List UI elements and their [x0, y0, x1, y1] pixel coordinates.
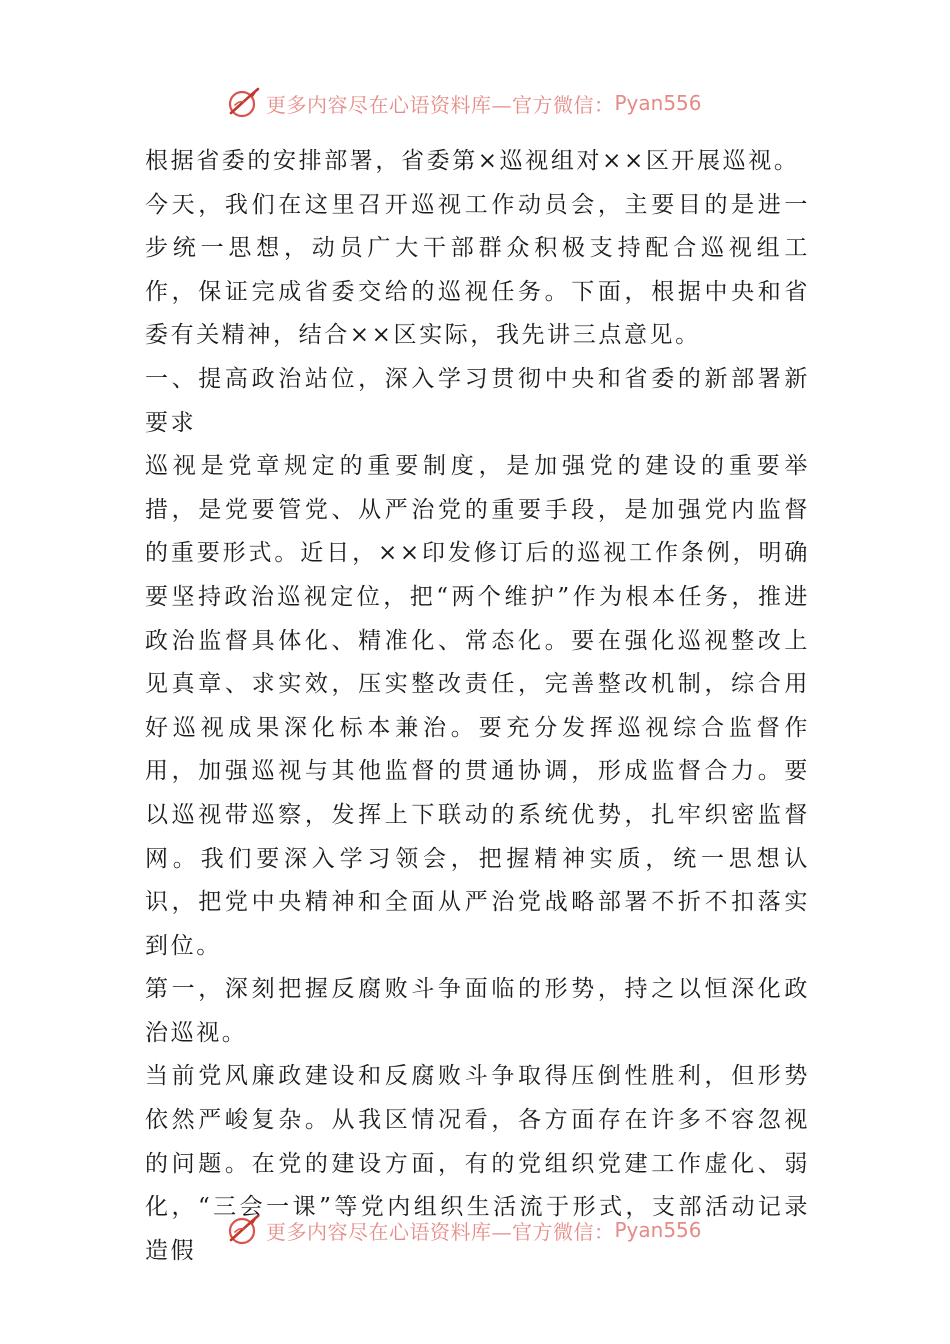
- pen-logo-icon: [226, 1212, 262, 1248]
- subheading-first: 第一，深刻把握反腐败斗争面临的形势，持之以恒深化政治巡视。: [145, 976, 810, 1046]
- section-heading-one: 一、提高政治站位，深入学习贯彻中央和省委的新部署新要求: [145, 365, 810, 436]
- watermark-account: Pyan556: [614, 91, 702, 115]
- watermark-account: Pyan556: [614, 1218, 702, 1242]
- paragraph-situation: 当前党风廉政建设和反腐败斗争取得压倒性胜利，但形势依然严峻复杂。从我区情况看，各方面存在许多不容忽视的问题。在党的建设方面，有的党组织党建工作虚化、弱化，“三会一课”等党内组织生活流于形式，支部活动记录造假: [145, 1063, 810, 1264]
- watermark-text: 更多内容尽在心语资料库—官方微信：: [266, 92, 615, 117]
- header-watermark: [226, 83, 702, 123]
- paragraph-inspection-system: 巡视是党章规定的重要制度，是加强党的建设的重要举措，是党要管党、从严治党的重要手段，是加强党内监督的重要形式。近日，××印发修订后的巡视工作条例，明确要坚持政治巡视定位，把“两个维护”作为根本任务，推进政治监督具体化、精准化、常态化。要在强化巡视整改上见真章、求实效，压实整改责任，完善整改机制，综合用好巡视成果深化标本兼治。要充分发挥巡视综合监督作用，加强巡视与其他监督的贯通协调，形成监督合力。要以巡视带巡察，发挥上下联动的系统优势，扎牢织密监督网。我们要深入学习领会，把握精神实质，统一思想认识，把党中央精神和全面从严治党战略部署不折不扣落实到位。: [145, 453, 810, 959]
- footer-watermark: [226, 1210, 702, 1250]
- document-body: [145, 140, 810, 1273]
- paragraph-intro: 根据省委的安排部署，省委第×巡视组对××区开展巡视。: [145, 148, 800, 174]
- watermark-text: 更多内容尽在心语资料库—官方微信：: [266, 1219, 615, 1244]
- pen-logo-icon: [226, 85, 262, 121]
- paragraph-purpose: 今天，我们在这里召开巡视工作动员会，主要目的是进一步统一思想，动员广大干部群众积极支持配合巡视组工作，保证完成省委交给的巡视任务。下面，根据中央和省委有关精神，结合××区实际，我先讲三点意见。: [145, 191, 810, 349]
